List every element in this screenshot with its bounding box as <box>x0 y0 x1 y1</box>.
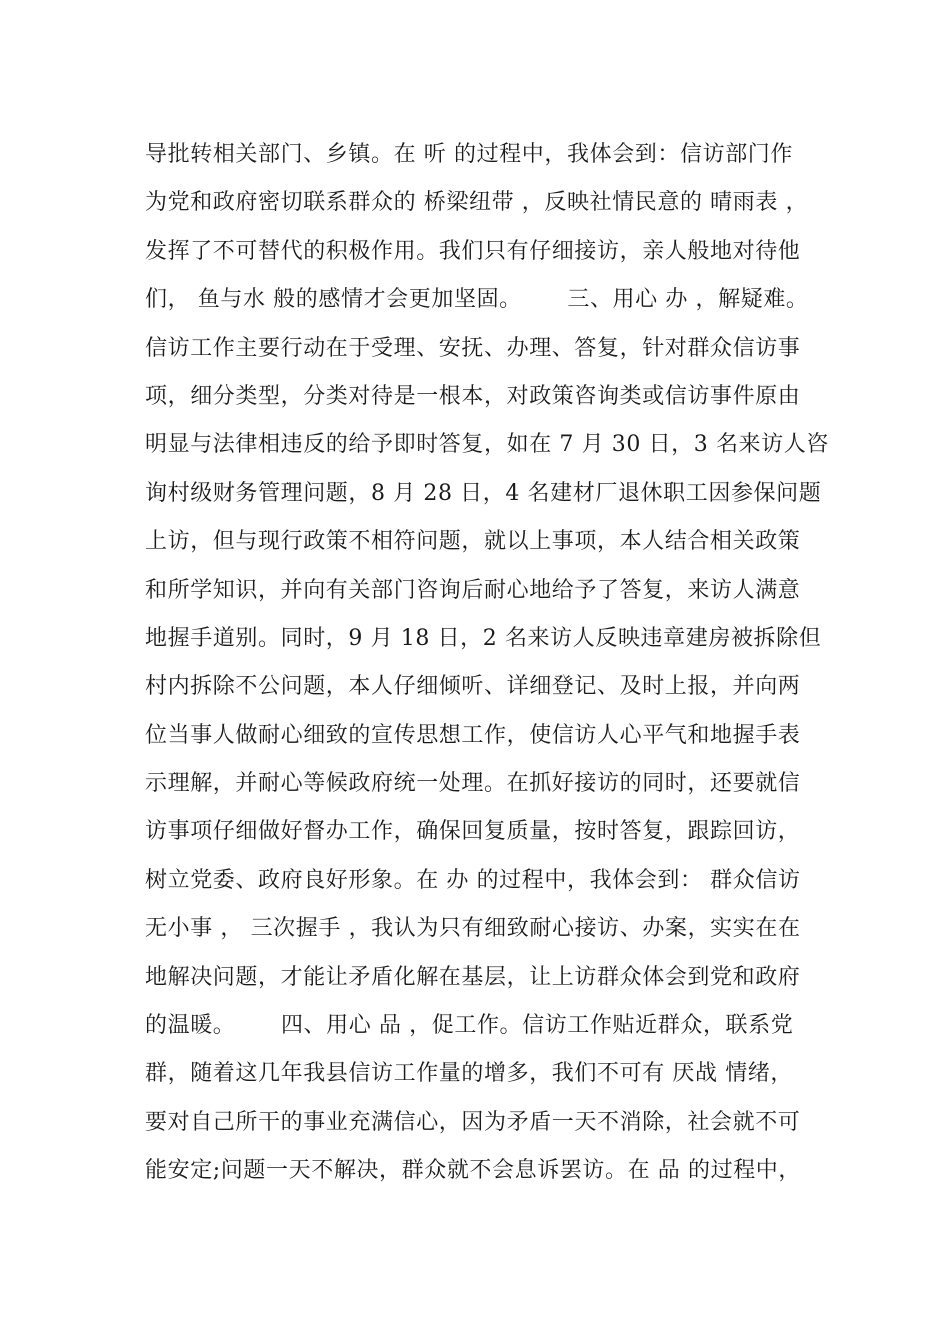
text-line: 群，随着这几年我县信访工作量的增多，我们不可有 厌战 情绪， <box>145 1061 793 1087</box>
text-line: 明显与法律相违反的给予即时答复，如在 7 月 30 日，3 名来访人咨 <box>145 432 829 458</box>
text-line: 地握手道别。同时，9 月 18 日，2 名来访人反映违章建房被拆除但 <box>145 625 822 651</box>
text-line: 位当事人做耐心细致的宣传思想工作，使信访人心平气和地握手表 <box>145 722 801 748</box>
text-line: 项，细分类型，分类对待是一根本，对政策咨询类或信访事件原由 <box>145 383 801 409</box>
text-line: 村内拆除不公问题，本人仔细倾听、详细登记、及时上报，并向两 <box>145 674 801 700</box>
text-line: 们， 鱼与水 般的感情才会更加坚固。 三、用心 办 ，解疑难。 <box>145 287 809 313</box>
text-line: 发挥了不可替代的积极作用。我们只有仔细接访，亲人般地对待他 <box>145 238 801 264</box>
text-line: 能安定;问题一天不解决，群众就不会息诉罢访。在 品 的过程中， <box>145 1158 802 1184</box>
text-line: 要对自己所干的事业充满信心，因为矛盾一天不消除，社会就不可 <box>145 1109 801 1135</box>
text-line: 树立党委、政府良好形象。在 办 的过程中，我体会到： 群众信访 <box>145 867 801 893</box>
text-line: 导批转相关部门、乡镇。在 听 的过程中，我体会到：信访部门作 <box>145 142 793 167</box>
text-line: 信访工作主要行动在于受理、安抚、办理、答复，针对群众信访事 <box>145 335 801 361</box>
text-line: 地解决问题，才能让矛盾化解在基层，让上访群众体会到党和政府 <box>145 964 801 990</box>
text-line: 上访，但与现行政策不相符问题，就以上事项，本人结合相关政策 <box>145 529 801 555</box>
text-line: 和所学知识，并向有关部门咨询后耐心地给予了答复，来访人满意 <box>145 577 801 603</box>
text-line: 为党和政府密切联系群众的 桥梁纽带 ，反映社情民意的 晴雨表 ， <box>145 190 809 216</box>
text-line: 访事项仔细做好督办工作，确保回复质量，按时答复，跟踪回访， <box>145 819 801 845</box>
text-line: 无小事 ， 三次握手 ，我认为只有细致耐心接访、办案，实实在在 <box>145 916 801 942</box>
text-line: 的温暖。 四、用心 品 ，促工作。信访工作贴近群众，联系党 <box>145 1013 794 1039</box>
body-text <box>145 131 835 1196</box>
text-line: 询村级财务管理问题，8 月 28 日，4 名建材厂退休职工因参保问题 <box>145 480 822 506</box>
text-line: 示理解，并耐心等候政府统一处理。在抓好接访的同时，还要就信 <box>145 771 801 797</box>
